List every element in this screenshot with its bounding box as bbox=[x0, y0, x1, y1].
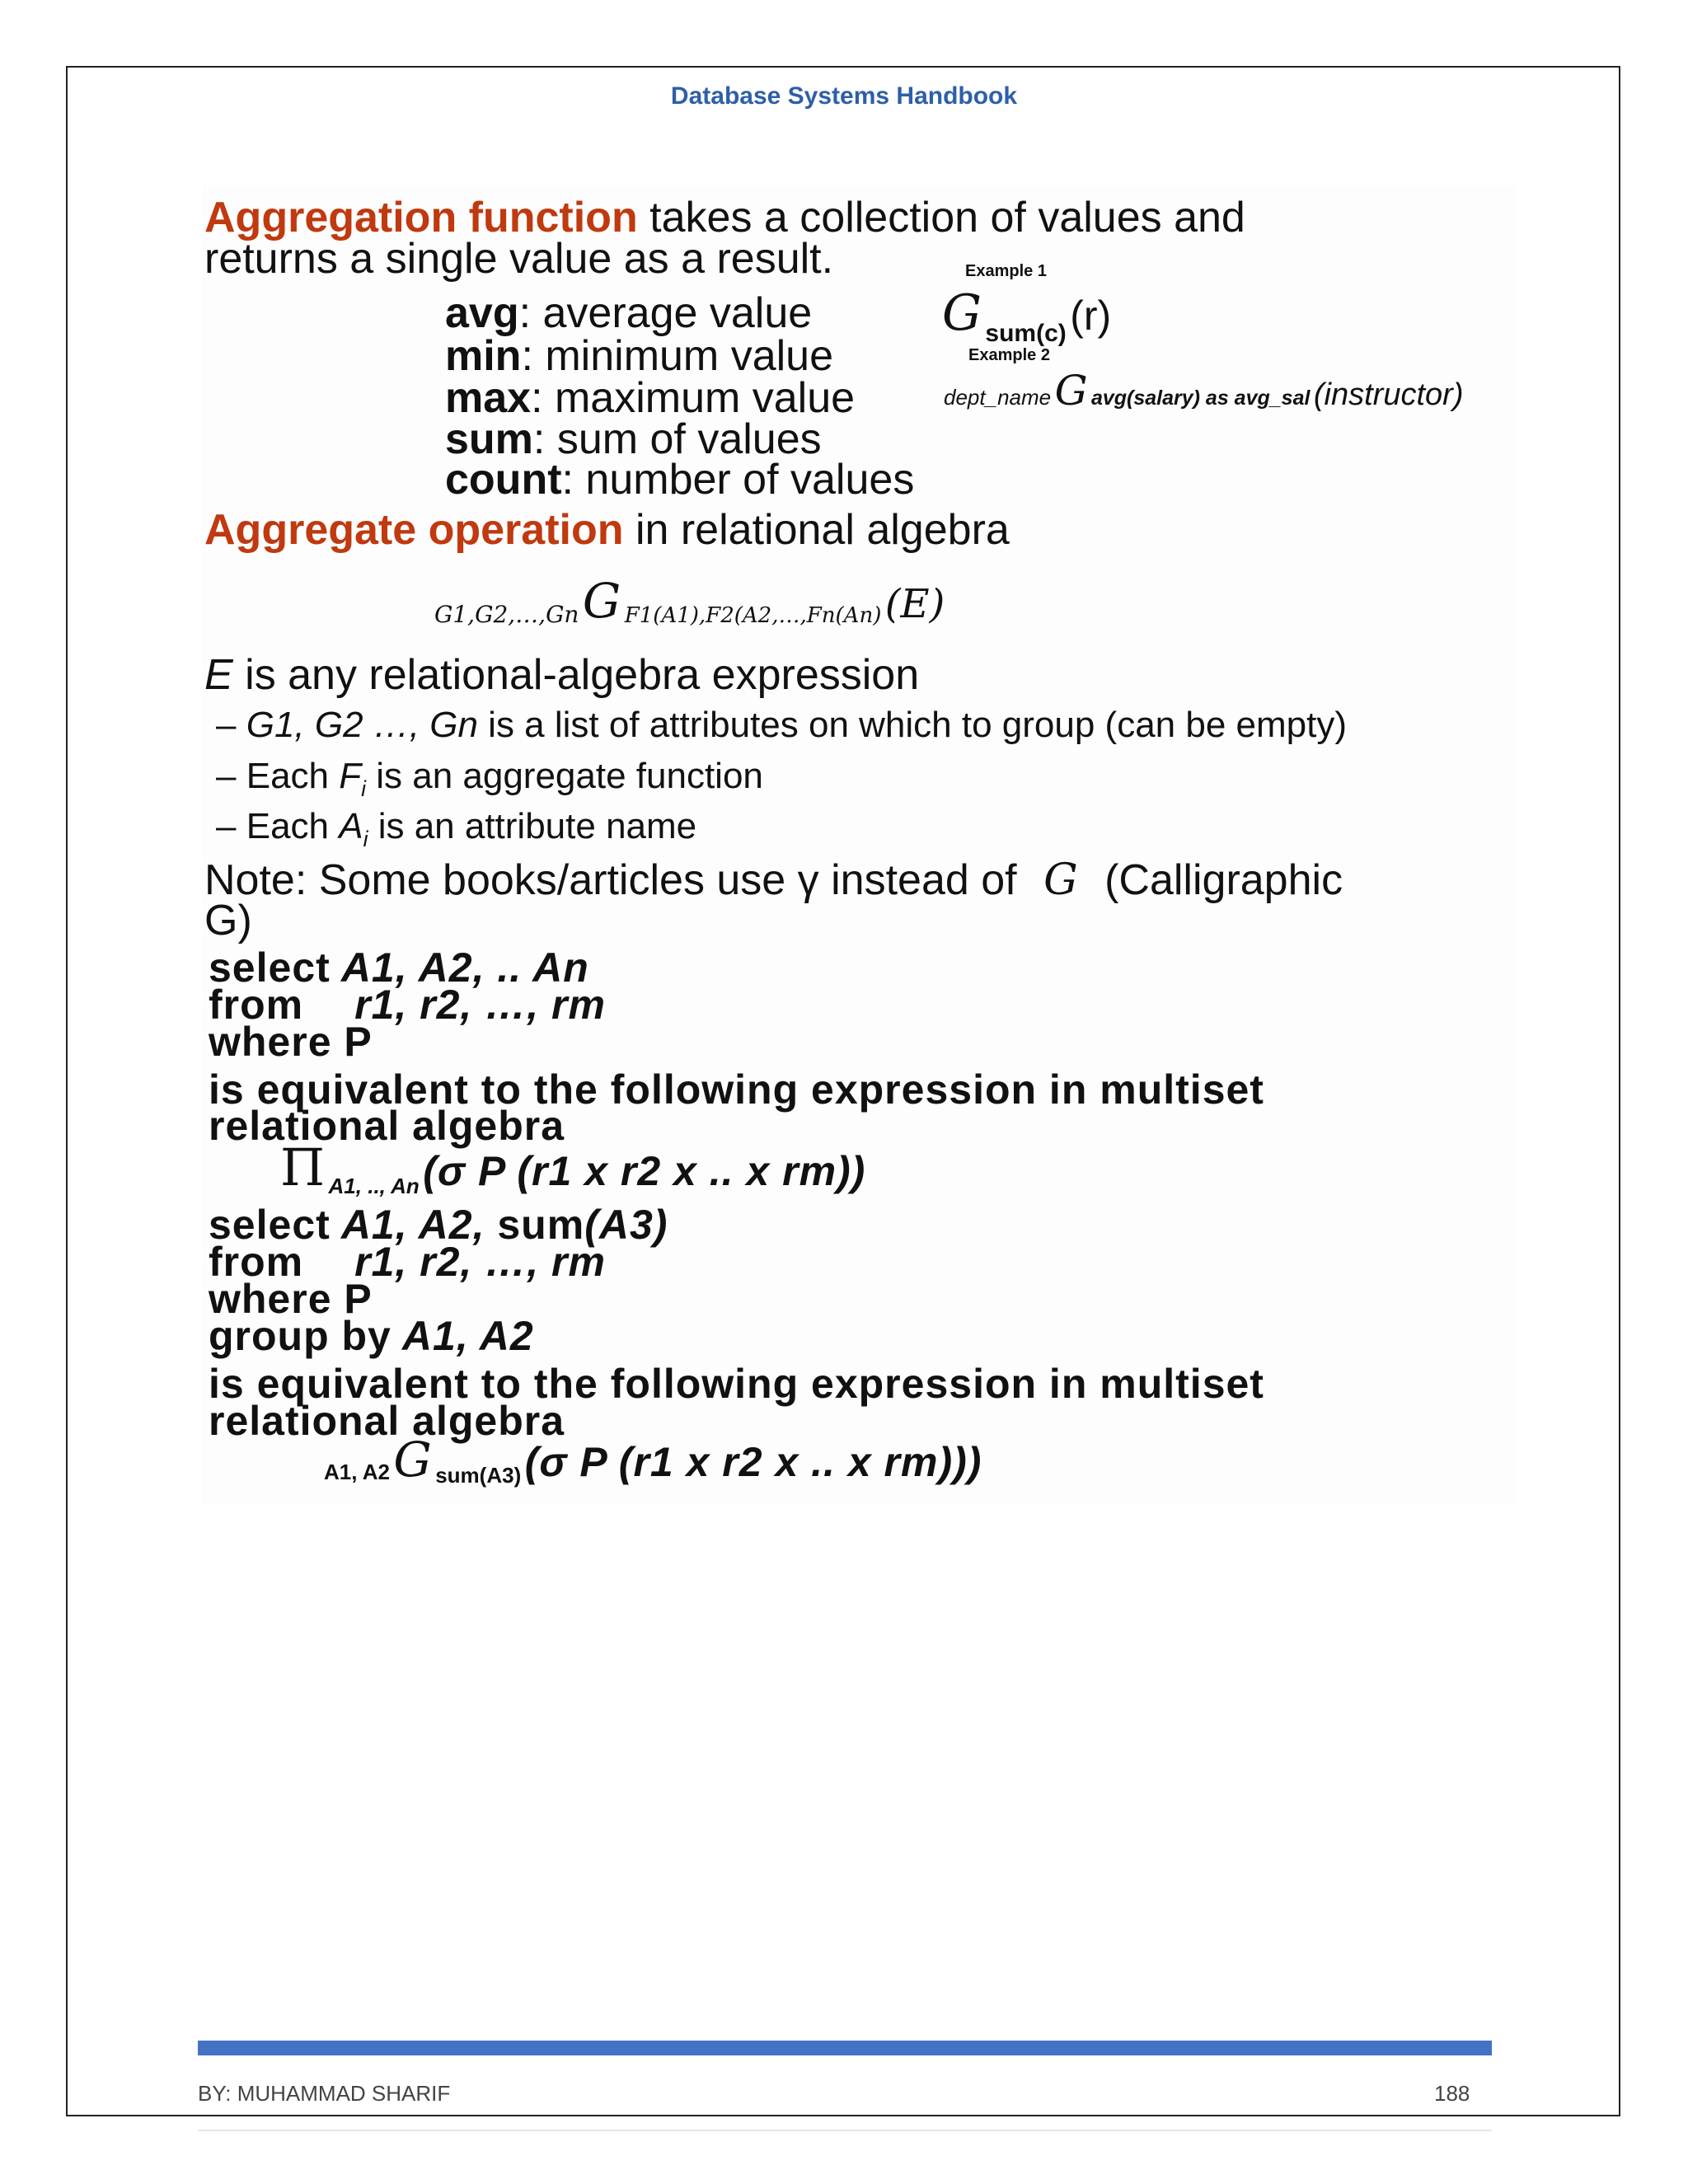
aggregate-operation-heading: Aggregate operation in relational algebra bbox=[204, 506, 1010, 554]
calligraphic-g-symbol: G bbox=[1043, 855, 1078, 905]
function-count: count: number of values bbox=[445, 456, 915, 504]
example-1-label: Example 1 bbox=[965, 262, 1047, 280]
calligraphic-g-symbol: G bbox=[942, 284, 982, 342]
page-number: 188 bbox=[1434, 2081, 1470, 2106]
function-max: max: maximum value bbox=[445, 374, 856, 422]
bullet-attribute-name: – Each $A_i$ is an attribute name bbox=[216, 806, 697, 851]
bullet-aggregate-function: – Each $F_i$ is an aggregate function bbox=[216, 756, 763, 801]
sql1-from: from r1, r2, …, rm bbox=[209, 982, 606, 1028]
sql1-select: select A1, A2, .. An bbox=[209, 944, 589, 991]
bullet-group-attributes: – G1, G2 …, Gn is a list of attributes on which to group (can be empty) bbox=[216, 705, 1348, 745]
sql1-where: where P bbox=[209, 1019, 373, 1065]
note-line-2: G) bbox=[204, 897, 252, 944]
term-aggregation-function: Aggregation function bbox=[204, 194, 638, 241]
note-line-1: Note: Some books/articles use γ instead of G (Calligraphic bbox=[204, 855, 1343, 905]
projection-expression: Π A1, .., An (σ P (r1 x r2 x .. x rm)) bbox=[280, 1137, 866, 1198]
term-aggregate-operation: Aggregate operation bbox=[204, 506, 624, 554]
equivalence-line-2a: is equivalent to the following expression in multiset bbox=[209, 1361, 1264, 1407]
sql2-from: from r1, r2, …, rm bbox=[209, 1239, 606, 1285]
calligraphic-g-symbol: G bbox=[582, 573, 621, 629]
pi-symbol: Π bbox=[280, 1137, 326, 1197]
example-1-expression: G sum(c) (r) bbox=[942, 284, 1112, 347]
e-definition: E is any relational-algebra expression bbox=[204, 651, 920, 699]
function-min: min: minimum value bbox=[445, 332, 834, 380]
page-header-title: Database Systems Handbook bbox=[670, 82, 1018, 110]
grouped-aggregate-expression: A1, A2 G sum(A3) (σ P (r1 x r2 x .. x rm))) bbox=[324, 1432, 982, 1488]
sql2-group-by: group by A1, A2 bbox=[209, 1313, 534, 1359]
aggregate-formula: G1,G2,…,Gn G F1(A1),F2(A2,…,Fn(An) (E) bbox=[434, 573, 945, 629]
footer-divider-bar bbox=[198, 2041, 1492, 2055]
calligraphic-g-symbol: G bbox=[1054, 367, 1088, 415]
calligraphic-g-symbol: G bbox=[393, 1432, 432, 1488]
function-sum: sum: sum of values bbox=[445, 415, 822, 463]
example-2-label: Example 2 bbox=[968, 346, 1050, 364]
sql2-select: select A1, A2, sum(A3) bbox=[209, 1202, 668, 1248]
footer-author: BY: MUHAMMAD SHARIF bbox=[198, 2081, 451, 2106]
function-avg: avg: average value bbox=[445, 289, 813, 337]
sql2-where: where P bbox=[209, 1276, 373, 1322]
equivalence-line-2b: relational algebra bbox=[209, 1398, 565, 1444]
example-2-expression: dept_name G avg(salary) as avg_sal (instructor) bbox=[944, 367, 1464, 415]
lecture-slide-image bbox=[202, 185, 1517, 1504]
equivalence-line-1b: relational algebra bbox=[209, 1103, 565, 1149]
equivalence-line-1a: is equivalent to the following expression in multiset bbox=[209, 1066, 1264, 1113]
intro-line-2: returns a single value as a result. bbox=[204, 235, 834, 283]
intro-line-1: Aggregation function takes a collection of values and bbox=[204, 194, 1245, 241]
bottom-rule bbox=[198, 2130, 1492, 2131]
